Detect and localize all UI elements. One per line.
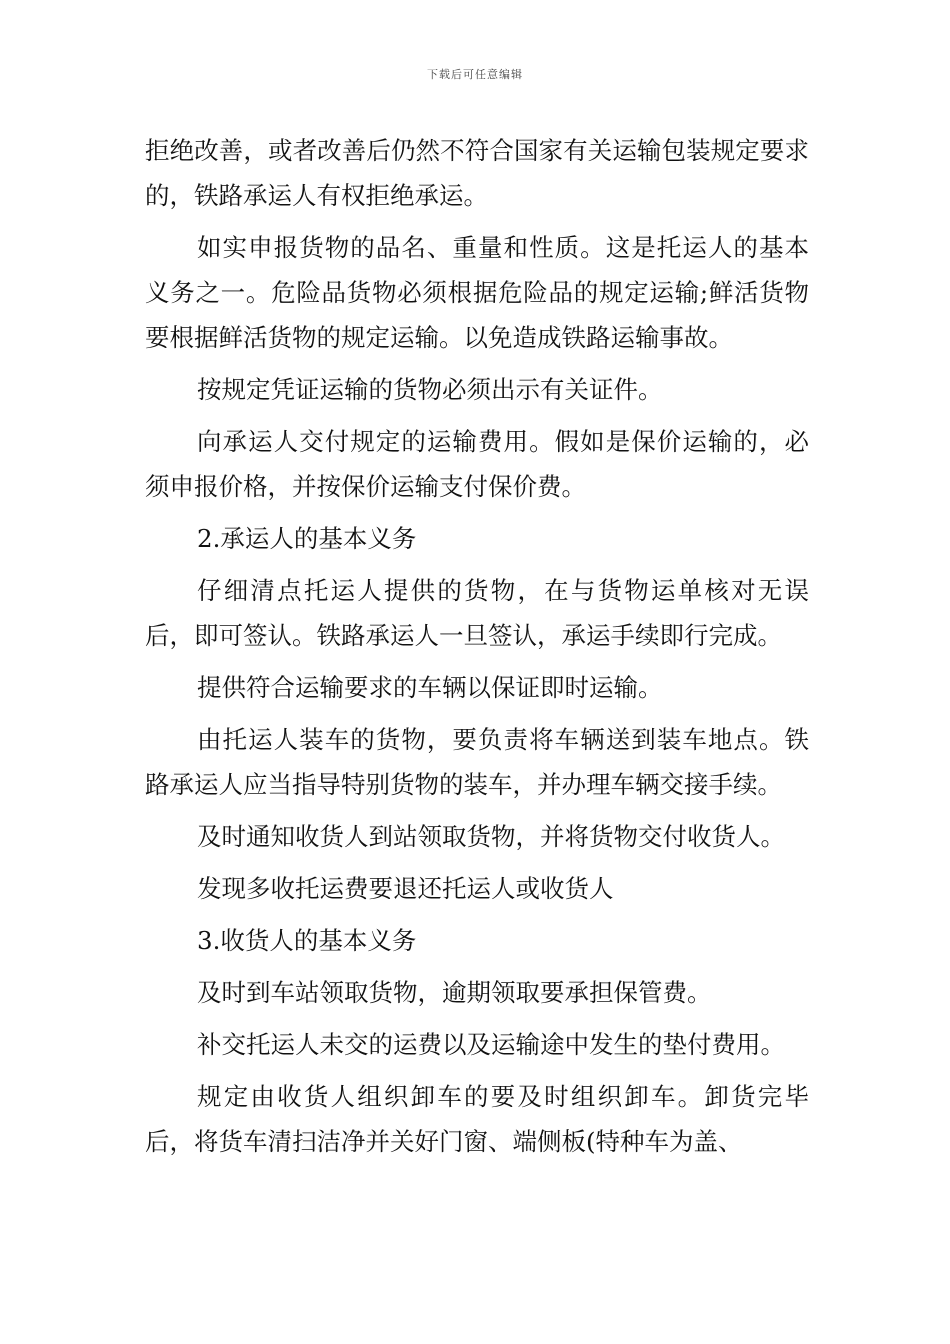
paragraph: 发现多收托运费要退还托运人或收货人 — [197, 874, 614, 903]
paragraph: 补交托运人未交的运费以及运输途中发生的垫付费用。 — [197, 1030, 785, 1059]
paragraph: 如实申报货物的品名、重量和性质。这是托运人的基本义务之一。危险品货物必须根据危险品的规定运输;鲜活货物要根据鲜活货物的规定运输。以免造成铁路运输事故。 — [145, 233, 809, 352]
document-body — [145, 128, 809, 1171]
paragraph: 仔细清点托运人提供的货物，在与货物运单核对无误后，即可签认。铁路承运人一旦签认，承运手续即行完成。 — [145, 576, 809, 650]
paragraph: 按规定凭证运输的货物必须出示有关证件。 — [197, 375, 663, 404]
paragraph: 向承运人交付规定的运输费用。假如是保价运输的，必须申报价格，并按保价运输支付保价费。 — [145, 427, 809, 501]
paragraph: 拒绝改善，或者改善后仍然不符合国家有关运输包装规定要求的，铁路承运人有权拒绝承运。 — [145, 136, 809, 210]
page-header-note: 下载后可任意编辑 — [427, 68, 523, 81]
paragraph: 规定由收货人组织卸车的要及时组织卸车。卸货完毕后，将货车清扫洁净并关好门窗、端侧板(特种车为盖、 — [145, 1082, 809, 1156]
paragraph: 由托运人装车的货物，要负责将车辆送到装车地点。铁路承运人应当指导特别货物的装车，并办理车辆交接手续。 — [145, 725, 809, 799]
paragraph: 及时到车站领取货物，逾期领取要承担保管费。 — [197, 978, 712, 1007]
section-heading: 2.承运人的基本义务 — [197, 524, 417, 553]
paragraph: 及时通知收货人到站领取货物，并将货物交付收货人。 — [197, 822, 785, 851]
paragraph: 提供符合运输要求的车辆以保证即时运输。 — [197, 673, 663, 702]
section-heading: 3.收货人的基本义务 — [197, 926, 417, 955]
